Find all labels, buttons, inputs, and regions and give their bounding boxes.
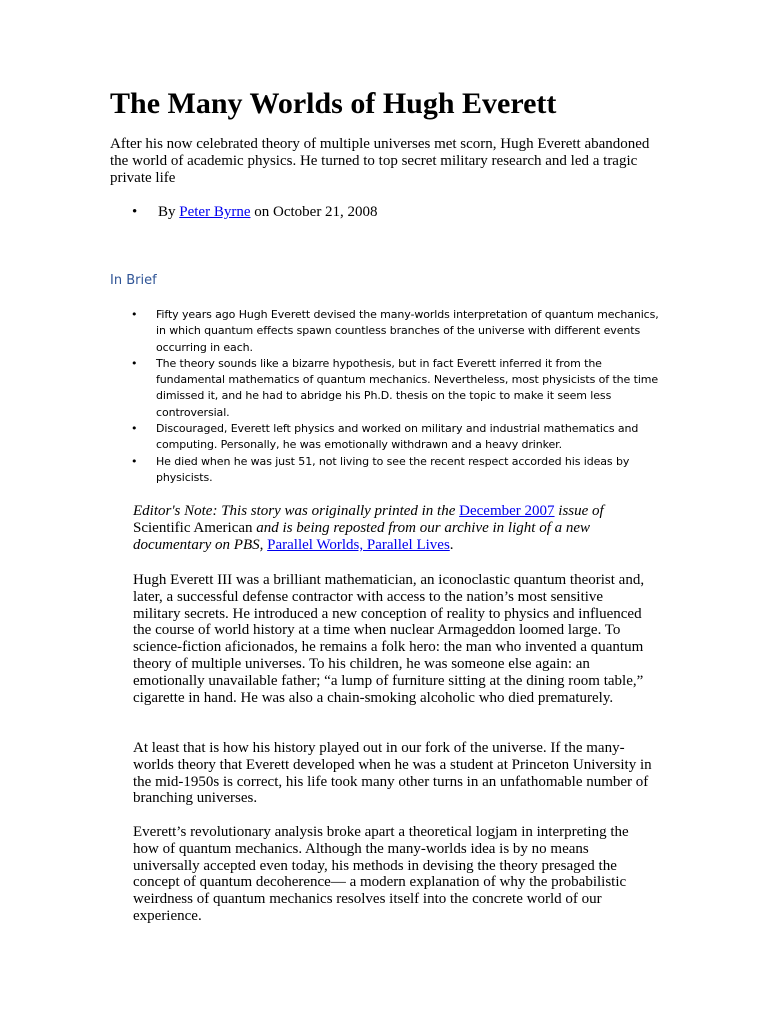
article-dek: After his now celebrated theory of multiple universes met scorn, Hugh Everett abandoned the world of academic physics. He turned to top secret military research and led a tragic private life (110, 136, 650, 186)
list-item: • Fifty years ago Hugh Everett devised the many-worlds interpretation of quantum mechanics, in which quantum effects spawn countless branches of the universe with different events occurring in each. (110, 307, 670, 356)
body-paragraph: Hugh Everett III was a brilliant mathematician, an iconoclastic quantum theorist and, later, a successful defense contractor with access to the nation’s most sensitive military secrets. He introduced a new conception of reality to physics and influenced the course of world history at a time when nuclear Armageddon loomed large. To science-fiction aficionados, he remains a folk hero: the man who invented a quantum theory of multiple universes. To his children, he was someone else again: an emotionally unavailable father; “a lump of furniture sitting at the dining room table,” cigarette in hand. He was also a chain-smoking alcoholic who died prematurely. (133, 572, 645, 706)
editors-note (133, 503, 643, 554)
byline-item (110, 204, 378, 221)
byline-date: on October 21, 2008 (254, 204, 378, 220)
documentary-link[interactable]: Parallel Worlds, Parallel Lives (267, 537, 450, 553)
editors-note-period: . (449, 537, 454, 553)
body-paragraph: At least that is how his history played out in our fork of the universe. If the many-worlds theory that Everett developed when he was a student at Princeton University in the mid-1950s is correct, his life took many other turns in an unfathomable number of branching universes. (133, 740, 652, 807)
byline (110, 204, 378, 221)
in-brief-list (110, 307, 670, 486)
author-link[interactable]: Peter Byrne (179, 204, 251, 220)
magazine-name: Scientific American (133, 520, 253, 536)
editors-note-context: and is being reposted from our archive in light of a new documentary on PBS, (133, 520, 591, 553)
body-paragraph: Everett’s revolutionary analysis broke apart a theoretical logjam in interpreting the how of quantum mechanics. Although the many-worlds idea is by no means universally accepted even today, his methods in devising the theory presaged the concept of quantum decoherence— a modern explanation of why the probabilistic weirdness of quantum mechanics resolves itself into the concrete world of our experience. (133, 824, 629, 924)
list-item: • The theory sounds like a bizarre hypothesis, but in fact Everett inferred it from the fundamental mathematics of quantum mechanics. Nevertheless, most physicists of the time dimissed it, and he had to abridge his Ph.D. thesis on the topic to make it seem less controversial. (110, 356, 670, 421)
list-item: • Discouraged, Everett left physics and worked on military and industrial mathematics and computing. Personally, he was emotionally withdrawn and a heavy drinker. (110, 421, 670, 454)
in-brief-heading: In Brief (110, 273, 157, 288)
byline-prefix: By (158, 204, 176, 220)
issue-link[interactable]: December 2007 (459, 503, 555, 519)
editors-note-issue-of: issue of (558, 503, 604, 519)
list-item: • He died when he was just 51, not living to see the recent respect accorded his ideas by physicists. (110, 454, 670, 487)
editors-note-intro: Editor's Note: This story was originally printed in the (133, 503, 456, 519)
article-title: The Many Worlds of Hugh Everett (110, 87, 557, 120)
